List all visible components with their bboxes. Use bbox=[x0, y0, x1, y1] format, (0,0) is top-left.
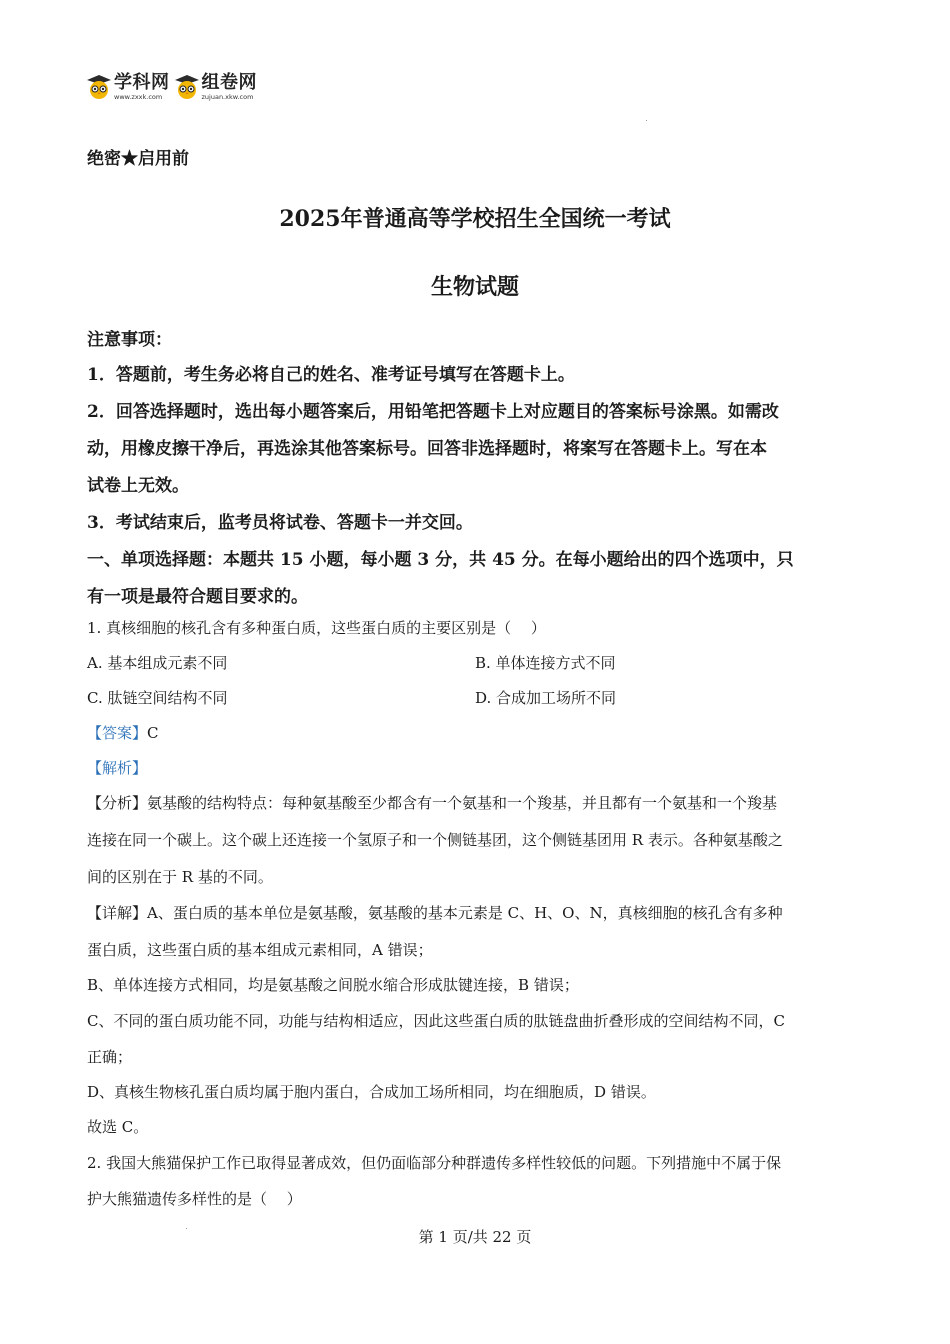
subject-title: 生物试题 bbox=[430, 274, 519, 300]
explanation-tag: 【解析】 bbox=[87, 759, 148, 777]
owl-icon bbox=[174, 74, 200, 100]
secret-label: 绝密★启用前 bbox=[87, 149, 189, 169]
analysis-line: 间的区别在于 R 基的不同。 bbox=[87, 868, 273, 886]
logo-zujuan bbox=[174, 71, 258, 101]
logo-zxxk bbox=[86, 71, 170, 101]
answer-row bbox=[87, 722, 159, 743]
answer-value: C bbox=[147, 724, 159, 742]
notes-line: 1．答题前，考生务必将自己的姓名、准考证号填写在答题卡上。 bbox=[87, 365, 575, 385]
notes-line: 2．回答选择题时，选出每小题答案后，用铅笔把答题卡上对应题目的答案标号涂黑。如需改 bbox=[87, 402, 779, 422]
logo-brand-1: 学科网 bbox=[114, 71, 170, 93]
detail-line: 故选 C。 bbox=[87, 1118, 149, 1136]
section-heading: 有一项是最符合题目要求的。 bbox=[87, 587, 308, 607]
question-1-option-d: D. 合成加工场所不同 bbox=[475, 689, 617, 707]
question-1-option-b: B. 单体连接方式不同 bbox=[475, 654, 616, 672]
detail-line: 蛋白质，这些蛋白质的基本组成元素相同，A 错误； bbox=[87, 941, 433, 959]
notes-heading: 注意事项： bbox=[87, 330, 172, 350]
analysis-line: 【分析】氨基酸的结构特点：每种氨基酸至少都含有一个氨基和一个羧基，并且都有一个氨基和一个羧基 bbox=[87, 794, 778, 812]
notes-line: 3．考试结束后，监考员将试卷、答题卡一并交回。 bbox=[87, 513, 473, 533]
detail-line: D、真核生物核孔蛋白质均属于胞内蛋白，合成加工场所相同，均在细胞质，D 错误。 bbox=[87, 1083, 656, 1101]
detail-line: 【详解】A、蛋白质的基本单位是氨基酸，氨基酸的基本元素是 C、H、O、N，真核细胞的核孔含有多种 bbox=[87, 904, 783, 922]
notes-line: 试卷上无效。 bbox=[87, 476, 189, 496]
scan-dot bbox=[646, 120, 647, 121]
page-number: 第 1 页/共 22 页 bbox=[418, 1228, 532, 1246]
question-2-stem: 护大熊猫遗传多样性的是（ ） bbox=[87, 1190, 302, 1208]
answer-tag: 【答案】 bbox=[87, 724, 148, 742]
logo-brand-2: 组卷网 bbox=[201, 71, 257, 93]
logo-url-2: zujuan.xkw.com bbox=[201, 92, 254, 101]
owl-icon bbox=[86, 74, 112, 100]
detail-line: 正确； bbox=[87, 1048, 133, 1066]
question-2-stem: 2. 我国大熊猫保护工作已取得显著成效，但仍面临部分种群遗传多样性较低的问题。下列措施中不属于保 bbox=[87, 1154, 782, 1172]
question-1-option-a: A. 基本组成元素不同 bbox=[87, 654, 228, 672]
detail-line: B、单体连接方式相同，均是氨基酸之间脱水缩合形成肽键连接，B 错误； bbox=[87, 976, 579, 994]
detail-line: C、不同的蛋白质功能不同，功能与结构相适应，因此这些蛋白质的肽链盘曲折叠形成的空间结构不同，C bbox=[87, 1012, 785, 1030]
analysis-line: 连接在同一个碳上。这个碳上还连接一个氢原子和一个侧链基团，这个侧链基团用 R 表示。各种氨基酸之 bbox=[87, 831, 783, 849]
logo-url-1: www.zxxk.com bbox=[114, 92, 163, 101]
notes-line: 动，用橡皮擦干净后，再选涂其他答案标号。回答非选择题时，将案写在答题卡上。写在本 bbox=[87, 439, 767, 459]
exam-title: 2025年普通高等学校招生全国统一考试 bbox=[279, 206, 671, 232]
question-1-stem: 1. 真核细胞的核孔含有多种蛋白质，这些蛋白质的主要区别是（ ） bbox=[87, 619, 546, 637]
section-heading: 一、单项选择题：本题共 15 小题，每小题 3 分，共 45 分。在每小题给出的四个选项中，只 bbox=[87, 550, 794, 570]
logo bbox=[86, 70, 261, 104]
question-1-option-c: C. 肽链空间结构不同 bbox=[87, 689, 228, 707]
